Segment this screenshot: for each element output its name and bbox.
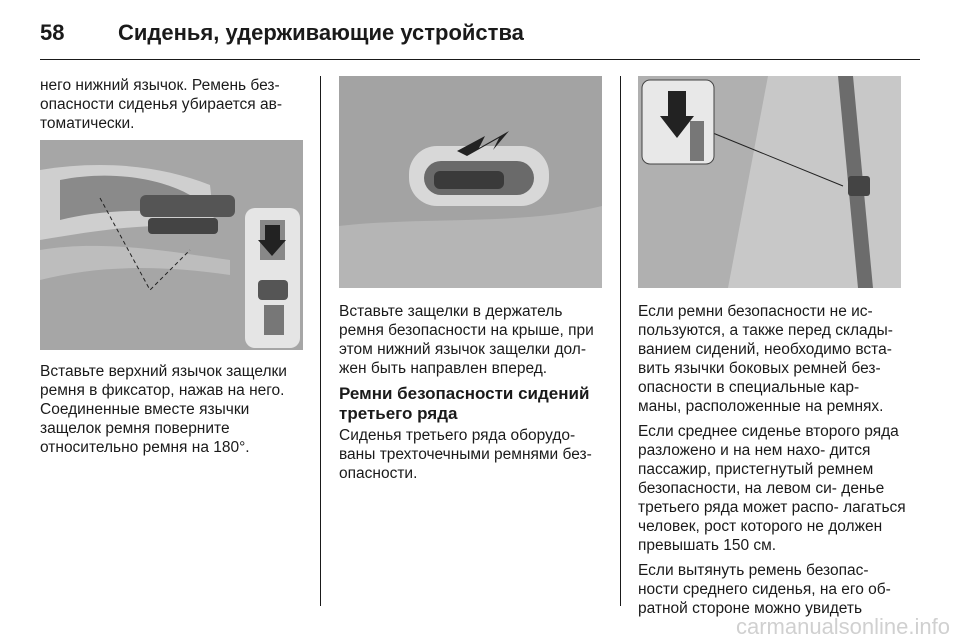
column-2-text <box>339 302 607 489</box>
col2-paragraph-1: Вставьте защелки в держатель ремня безопасности на крыше, при этом нижний язычок защелки дол- жен быть направлен вперед. <box>339 303 594 377</box>
col2-paragraph-2: Сиденья третьего ряда оборудо- ваны трехточечными ремнями без- опасности. <box>339 427 592 482</box>
watermark: carmanualsonline.info <box>735 614 950 639</box>
column-divider-1 <box>320 76 321 606</box>
col3-paragraph-1: Если ремни безопасности не ис- пользуются, а также перед склады- ванием сидений, необходимо вста- вить язычки боковых ремней без- опасности в специальные кар- маны, расположенные на ремнях. <box>638 303 893 415</box>
header-rule <box>40 59 920 60</box>
section-heading: Ремни безопасности сидений третьего ряда <box>339 384 590 423</box>
col3-paragraph-2: Если среднее сиденье второго ряда разложено и на нем нахо- дится пассажир, пристегнутый ремнем безопасности, на левом си- денье третьего ряда может распо- лагаться человек, рост которого не должен превышать 150 см. <box>638 423 906 554</box>
col1-paragraph-2: Вставьте верхний язычок защелки ремня в фиксатор, нажав на него. Соединенные вместе язычки защелок ремня поверните относительно ремня на 180°. <box>40 363 287 456</box>
col3-paragraph-3: Если вытянуть ремень безопас- ности среднего сиденья, на его об- ратной стороне можно увидеть <box>638 562 891 617</box>
column-divider-2 <box>620 76 621 606</box>
col1-paragraph-1: него нижний язычок. Ремень без- опасности сиденья убирается ав- томатически. <box>40 77 282 132</box>
illustration-roof-holder <box>339 76 602 288</box>
page-number: 58 <box>40 20 65 45</box>
page-title: Сиденья, удерживающие устройства <box>118 20 524 45</box>
column-1-top <box>40 76 305 139</box>
column-3-text <box>638 302 906 624</box>
page-header <box>0 0 960 60</box>
illustration-third-row-belt <box>638 76 901 288</box>
column-1-bottom <box>40 362 305 463</box>
illustration-belt-buckle-holder <box>40 140 303 350</box>
